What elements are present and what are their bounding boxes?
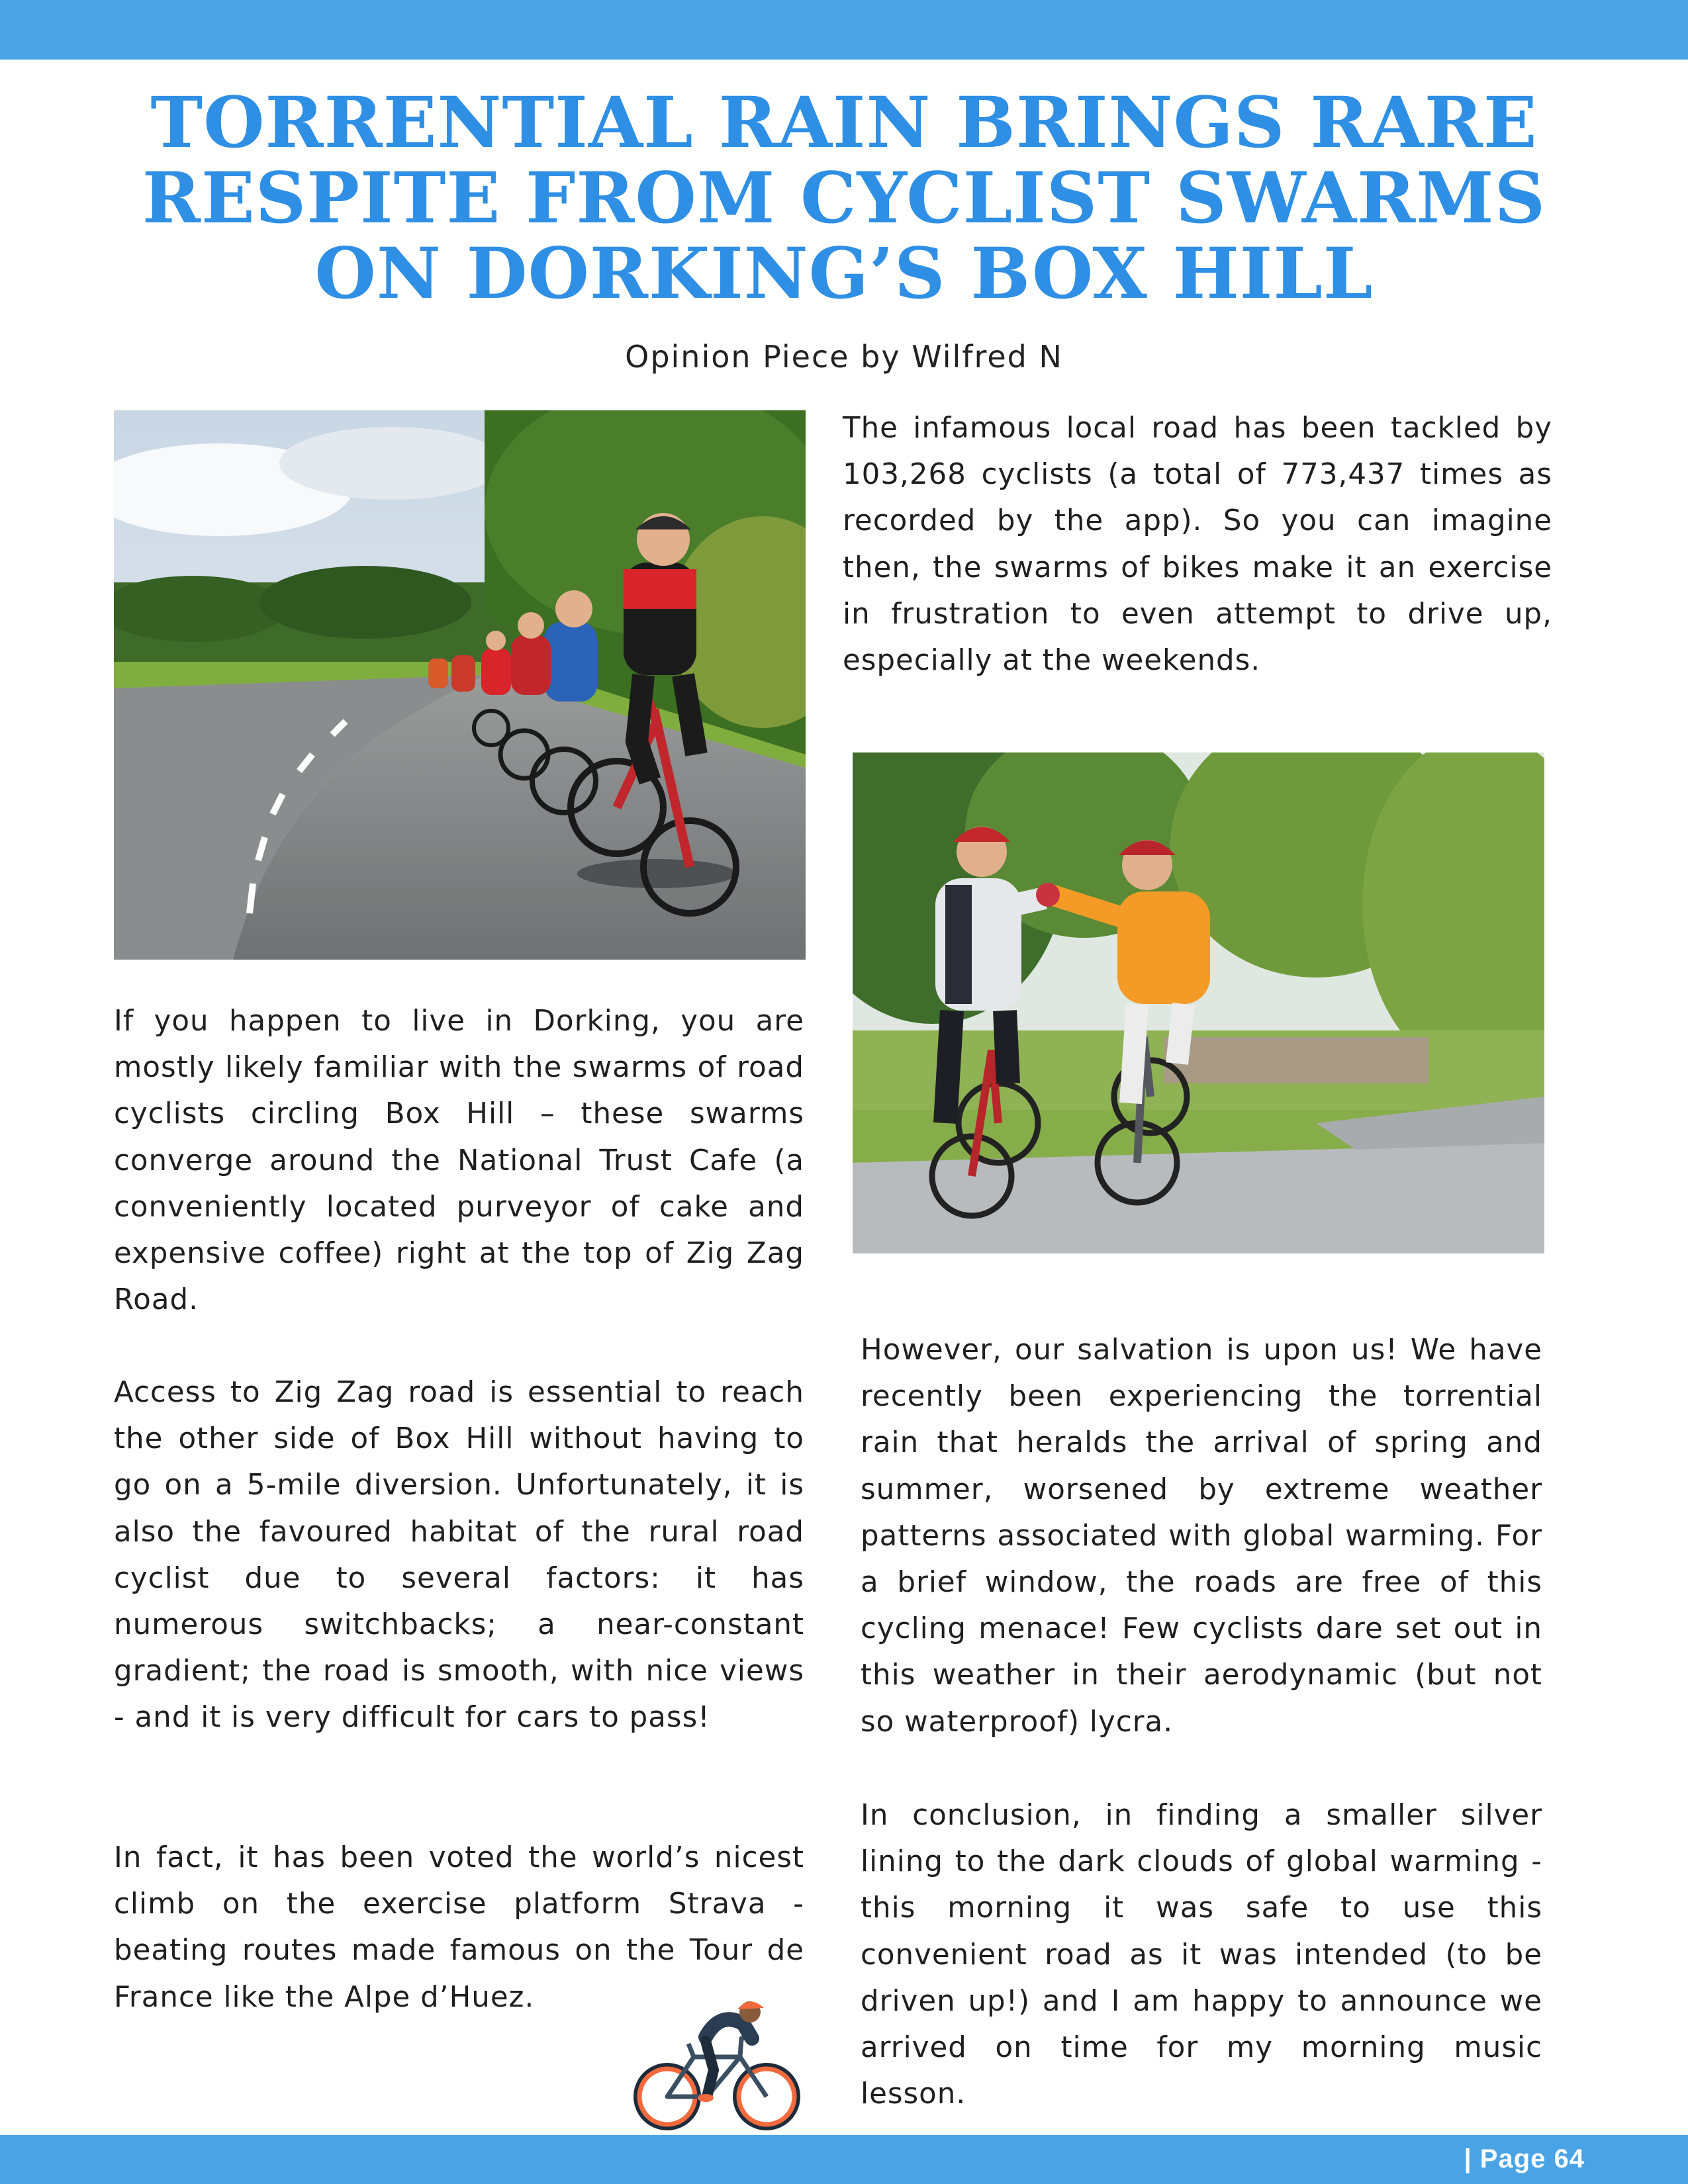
dorking-paragraph: If you happen to live in Dorking, you are mostly likely familiar with the swarms of road cyclists circling Box Hill – these swarms converge around the National Trust Cafe (a conveniently located purveyor of cake and expensive coffee) right at the top of Zig Zag Road.: [114, 1005, 804, 1317]
zig-zag-access-paragraph: Access to Zig Zag road is essential to reach the other side of Box Hill without having to go on a 5-mile diversion. Unfortunately, it is also the favoured habitat of the rural road cyclist due to several factors: it has numerous switchbacks; a near-constant gradient; the road is smooth, with nice views - and it is very difficult for cars to pass!: [114, 1376, 804, 1735]
intro-paragraph: The infamous local road has been tackled by 103,268 cyclists (a total of 773,437 times as recorded by the app). So you can imagine then, the swarms of bikes make it an exercise in frustration to even attempt to drive up, especially at the weekends.: [843, 412, 1552, 678]
cyclists-handshake-photo: [853, 752, 1544, 1253]
article-headline: TORRENTIAL RAIN BRINGS RARE RESPITE FROM CYCLIST SWARMS ON DORKING’S BOX HILL: [142, 81, 1546, 314]
article-byline: Opinion Piece by Wilfred N: [625, 339, 1063, 375]
top-banner-bar: [0, 0, 1688, 60]
cyclists-peloton-photo: [114, 410, 806, 960]
bottom-banner-bar: [0, 2135, 1688, 2184]
strava-fact-paragraph: In fact, it has been voted the world’s nicest climb on the exercise platform Strava - beating routes made famous on the Tour de France like the Alpe d’Huez.: [114, 1841, 804, 2014]
salvation-paragraph: However, our salvation is upon us! We have recently been experiencing the torrential rain that heralds the arrival of spring and summer, worsened by extreme weather patterns associated with global warming. For a brief window, the roads are free of this cycling menace! Few cyclists dare set out in this weather in their aerodynamic (but not so waterproof) lycra.: [861, 1334, 1542, 1739]
page-number: | Page 64: [1464, 2144, 1585, 2173]
conclusion-paragraph: In conclusion, in finding a smaller silver lining to the dark clouds of global warming - this morning it was safe to use this convenient road as it was intended (to be driven up!) and I am happy to announce we arrived on time for my morning music lesson.: [861, 1799, 1542, 2111]
cyclist-illustration-icon: [628, 1997, 808, 2136]
